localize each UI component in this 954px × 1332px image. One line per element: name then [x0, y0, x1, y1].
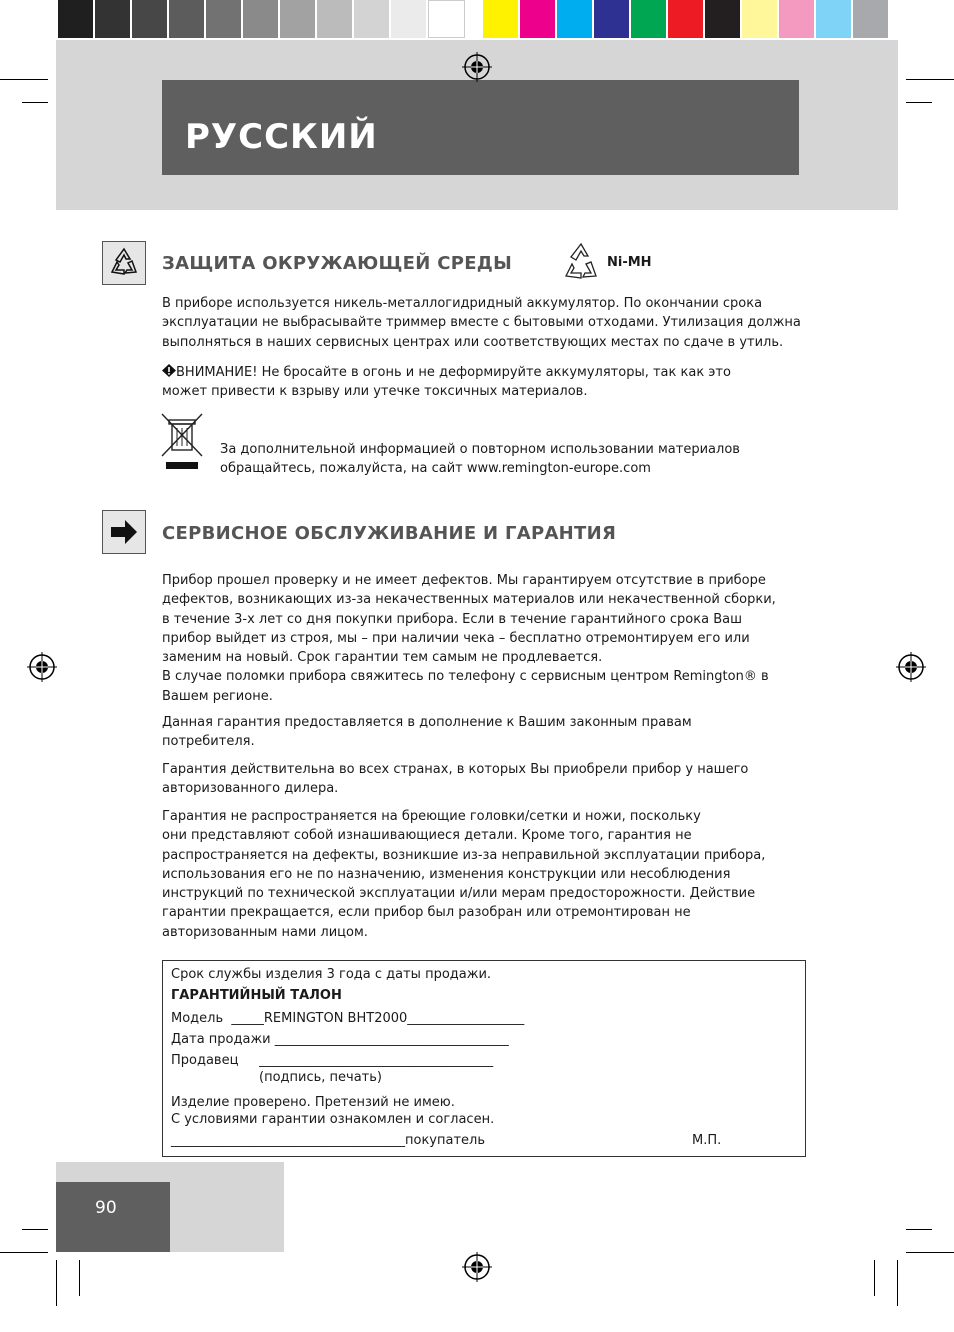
text-line: выполняться в наших сервисных центрах или соответствующих местах по сдаче в утиль.	[162, 334, 784, 350]
text-line: В случае поломки прибора свяжитесь по телефону с сервисным центром Remington® в	[162, 669, 769, 685]
text-line: Данная гарантия предоставляется в дополнение к Вашим законным правам	[162, 715, 692, 730]
service-paragraph-1	[162, 571, 776, 706]
text-line: Прибор прошел проверку и не имеет дефектов. Мы гарантируем отсутствие в приборе	[162, 573, 766, 588]
crop-mark	[897, 1260, 898, 1306]
text-line: авторизованного дилера.	[162, 781, 339, 797]
warning-paragraph	[162, 363, 731, 402]
registration-mark-icon	[462, 1252, 492, 1282]
stamp-label: М.П.	[692, 1133, 722, 1148]
service-section-title: СЕРВИСНОЕ ОБСЛУЖИВАНИЕ И ГАРАНТИЯ	[162, 523, 617, 544]
crossed-bin-icon	[160, 412, 204, 472]
checked-statement: Изделие проверено. Претензий не имею.	[171, 1095, 455, 1110]
buyer-signature-field[interactable]: ____________________________________покупатель	[171, 1133, 486, 1148]
arrow-right-icon	[102, 510, 146, 554]
seller-note: (подпись, печать)	[259, 1070, 382, 1085]
recycle-icon	[556, 240, 608, 286]
crop-mark	[874, 1260, 875, 1296]
seller-field[interactable]: Продавец ____________________________________	[171, 1053, 494, 1068]
text-line: использования его не по назначению, изменения конструкции или несоблюдения	[162, 866, 731, 882]
crop-mark	[906, 1252, 954, 1253]
registration-mark-icon	[896, 652, 926, 682]
warning-icon	[162, 364, 176, 377]
service-paragraph-4	[162, 807, 765, 942]
crop-mark	[56, 1260, 57, 1306]
crop-mark	[22, 1229, 48, 1230]
crop-mark	[79, 1260, 80, 1296]
text-line: Гарантия действительна во всех странах, в которых Вы приобрели прибор у нашего	[162, 762, 749, 777]
crop-mark	[906, 79, 954, 80]
text-line: инструкций по технической эксплуатации и/или мерам предосторожности. Действие	[162, 886, 756, 902]
nimh-badge: Ni-MH	[607, 255, 652, 270]
text-line: обращайтесь, пожалуйста, на сайт www.remington-europe.com	[220, 461, 651, 477]
service-paragraph-2	[162, 713, 692, 752]
text-line: прибор выйдет из строя, мы – при наличии чека – бесплатно отремонтируем его или	[162, 630, 750, 646]
text-line: ВНИМАНИЕ! Не бросайте в огонь и не деформируйте аккумуляторы, так как это	[176, 365, 731, 380]
text-line: эксплуатации не выбрасывайте триммер вместе с бытовыми отходами. Утилизация должна	[162, 315, 801, 331]
text-line: может привести к взрыву или утечке токсичных материалов.	[162, 384, 588, 400]
gray-calibration-bar	[58, 0, 465, 38]
page-number-box	[56, 1182, 170, 1252]
text-line: авторизованным нами лицом.	[162, 924, 368, 940]
info-paragraph	[220, 440, 740, 479]
text-line: Гарантия не распространяется на бреющие головки/сетки и ножи, поскольку	[162, 809, 701, 824]
page-number: 90	[95, 1198, 117, 1218]
text-line: Вашем регионе.	[162, 688, 273, 704]
text-line: они представляют собой изнашивающиеся детали. Кроме того, гарантия не	[162, 828, 692, 844]
environment-paragraph	[162, 294, 801, 352]
page-title: РУССКИЙ	[185, 117, 378, 157]
environment-section-title: ЗАЩИТА ОКРУЖАЮЩЕЙ СРЕДЫ	[162, 253, 513, 274]
text-line: За дополнительной информацией о повторном использовании материалов	[220, 442, 740, 457]
text-line: потребителя.	[162, 734, 255, 750]
registration-mark-icon	[27, 652, 57, 682]
sale-date-field[interactable]: Дата продажи ____________________________________	[171, 1032, 509, 1047]
text-line: гарантии прекращается, если прибор был разобран или отремонтирован не	[162, 905, 691, 921]
crop-mark	[0, 79, 48, 80]
crop-mark	[22, 102, 48, 103]
agreed-statement: С условиями гарантии ознакомлен и согласен.	[171, 1112, 495, 1127]
crop-mark	[0, 1252, 48, 1253]
text-line: дефектов, возникающих из-за некачественных материалов или некачественной сборки,	[162, 592, 776, 608]
crop-mark	[906, 1229, 932, 1230]
text-line: В приборе используется никель-металлогидридный аккумулятор. По окончании срока	[162, 296, 763, 311]
service-paragraph-3	[162, 760, 748, 799]
recycle-icon	[102, 241, 146, 285]
text-line: распространяется на дефекты, возникшие из-за неправильной эксплуатации прибора,	[162, 847, 766, 863]
registration-mark-icon	[462, 52, 492, 82]
warranty-card	[162, 960, 806, 1157]
text-line: заменим на новый. Срок гарантии тем самым не продлевается.	[162, 650, 603, 666]
crop-mark	[906, 102, 932, 103]
color-calibration-bar	[483, 0, 890, 38]
text-line: в течение 3-х лет со дня покупки прибора. Если в течение гарантийного срока Ваш	[162, 611, 742, 627]
warranty-card-title: ГАРАНТИЙНЫЙ ТАЛОН	[171, 988, 342, 1003]
service-life-line: Срок службы изделия 3 года с даты продажи.	[171, 967, 492, 982]
model-field[interactable]: Модель _____REMINGTON BHT2000__________________	[171, 1011, 525, 1026]
